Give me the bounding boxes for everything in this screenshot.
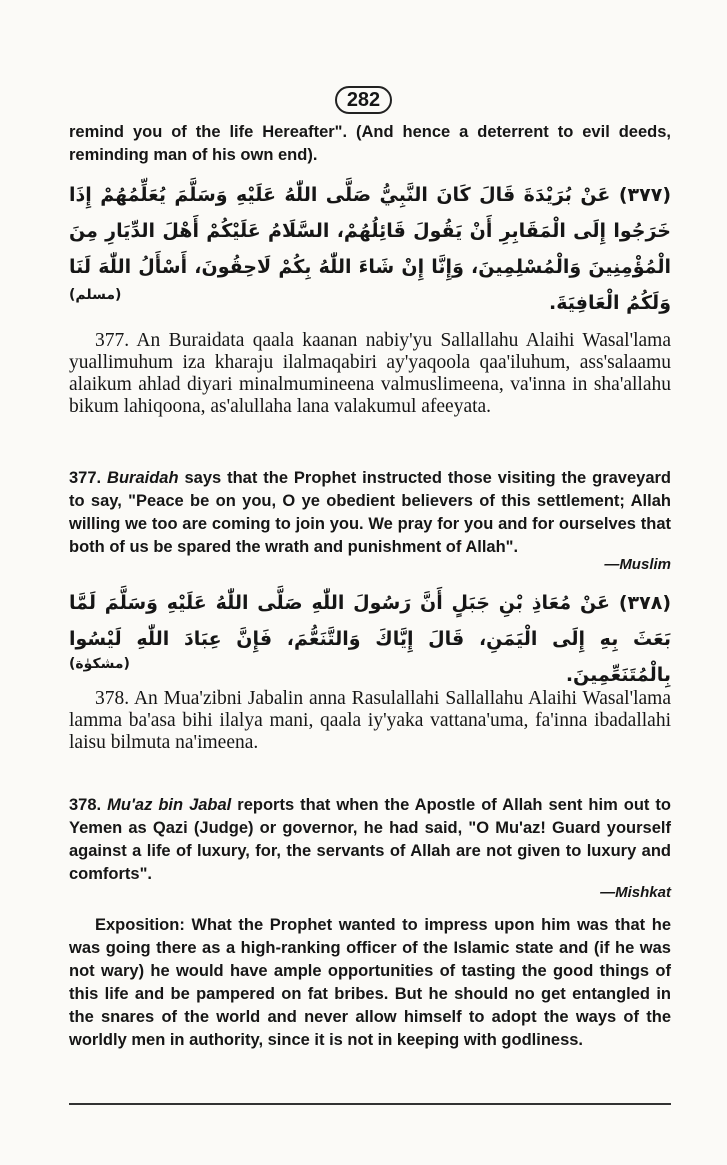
arabic-source-label: (مشكوٰة): [69, 656, 130, 672]
intro-paragraph: remind you of the life Hereafter". (And hence a deterrent to evil deeds, reminding man of his own end).: [69, 123, 671, 164]
hadith-378-translation: [69, 794, 671, 886]
hadith-377-translation: [69, 467, 671, 559]
translation-text: says that the Prophet instructed those visiting the graveyard to say, "Peace be on you, O ye obedient believers of this settlement; Allah willing we too are coming to join you. We pray for you and for ourselves that both of us be spared the wrath and punishment of Allah".: [69, 469, 671, 556]
hadith-number: 377.: [69, 469, 102, 487]
arabic-source-label: (مسلم): [69, 287, 122, 303]
hadith-378-arabic-source: [69, 655, 671, 673]
narrator-name: Mu'az bin Jabal: [107, 796, 232, 814]
hadith-378-source: —Mishkat: [600, 884, 671, 901]
hadith-377-transliteration: 377. An Buraidata qaala kaanan nabiy'yu Sallallahu Alaihi Wasal'lama yuallimuhum iza kharaju ilalmaqabiri ay'yaqoola qaa'iluhum, ass'salaamu alaikum ahlad diyari minalmumineena valmuslimeena, va'inna in sha'allahu bikum lahiqoona, as'alullaha lana valakumul afeeyata.: [69, 330, 671, 417]
hadith-377-arabic: (٣٧٧) عَنْ بُرَيْدَةَ قَالَ كَانَ النَّبِيُّ صَلَّى اللّٰهُ عَلَيْهِ وَسَلَّمَ يُعَلِّمُهُمْ إِذَا خَرَجُوا إِلَى الْمَقَابِرِ أَنْ يَقُولَ قَائِلُهُمْ، السَّلَامُ عَلَيْكُمْ أَهْلَ الدِّيَارِ مِنَ الْمُؤْمِنِينَ وَالْمُسْلِمِينَ، وَإِنَّا إِنْ شَاءَ اللّٰهُ بِكُمْ لَاحِقُونَ، أَسْأَلُ اللّٰهَ لَنَا وَلَكُمُ الْعَافِيَةَ.: [69, 184, 671, 314]
page-number: 282: [0, 86, 727, 114]
hadith-377-source: —Muslim: [604, 556, 671, 573]
exposition-label: Exposition:: [95, 916, 185, 934]
translation-text: reports that when the Apostle of Allah sent him out to Yemen as Qazi (Judge) or governor, he had said, "O Mu'az! Guard yourself against a life of luxury, for, the servants of Allah are not given to luxury and comforts".: [69, 796, 671, 883]
hadith-377-arabic-source: [69, 286, 671, 304]
hadith-number: 378.: [69, 796, 102, 814]
bottom-rule: [69, 1103, 671, 1105]
hadith-378-arabic: (٣٧٨) عَنْ مُعَاذِ بْنِ جَبَلٍ أَنَّ رَسُولَ اللّٰهِ صَلَّى اللّٰهُ عَلَيْهِ وَسَلَّمَ لَمَّا بَعَثَ بِهِ إِلَى الْيَمَنِ، قَالَ إِيَّاكَ وَالتَّنَعُّمَ، فَإِنَّ عِبَادَ اللّٰهِ لَيْسُوا بِالْمُتَنَعِّمِينَ.: [69, 592, 671, 686]
hadith-378-transliteration: 378. An Mua'zibni Jabalin anna Rasulallahi Sallallahu Alaihi Wasal'lama lamma ba'asa bihi ilalya mani, qaala iy'yaka vattana'uma, fa'inna ibadallahi laisu bilmuta na'imeena.: [69, 688, 671, 753]
exposition-paragraph: [69, 914, 671, 1052]
exposition-text: What the Prophet wanted to impress upon him was that he was going there as a high-ranking officer of the Islamic state and (if he was not wary) he would have ample opportunities of tasting the good things of this life and be pampered on fat bribes. But he should no get entangled in the snares of the world and never allow himself to adopt the ways of the worldly men in authority, since it is not in keeping with godliness.: [69, 916, 671, 1049]
narrator-name: Buraidah: [107, 469, 179, 487]
